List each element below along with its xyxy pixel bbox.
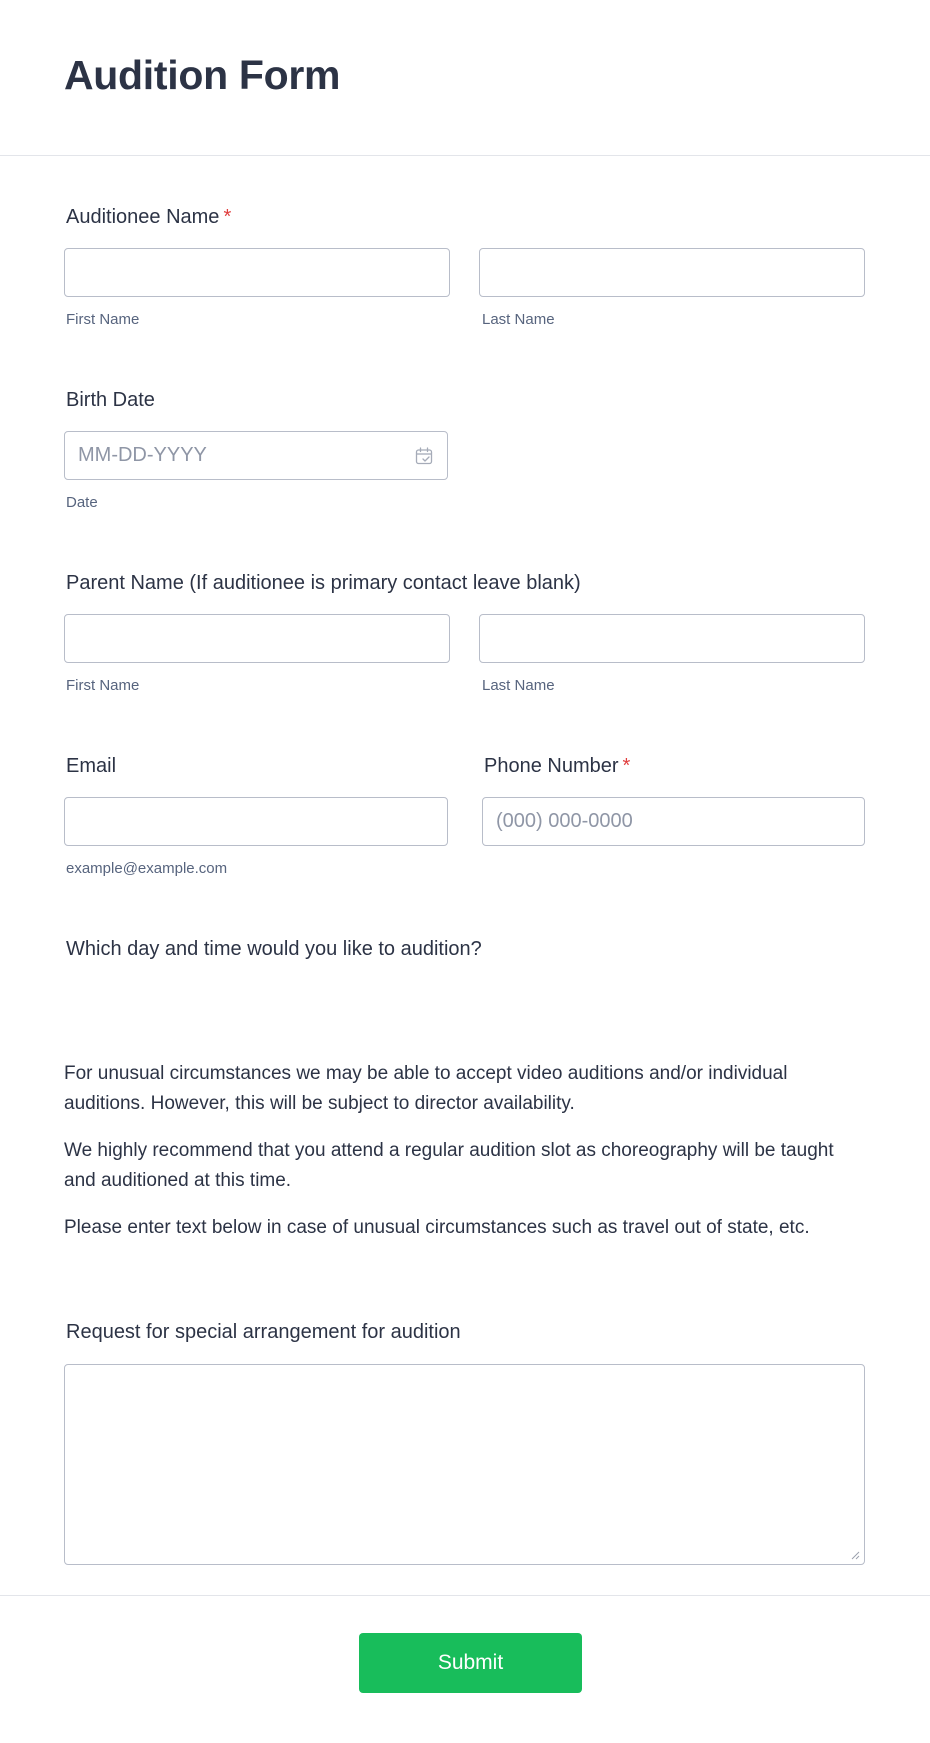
info-paragraph-1: For unusual circumstances we may be able to accept video auditions and/or individual auditions. However, this will be subject to director availability. [64,1063,788,1114]
special-request-label: Request for special arrangement for audition [66,1321,461,1343]
birth-date-sublabel: Date [66,494,98,511]
parent-last-name-sublabel: Last Name [482,677,555,694]
phone-number-input[interactable] [482,797,865,846]
special-request-textarea[interactable] [64,1364,865,1565]
parent-first-name-input[interactable] [64,614,450,663]
email-input[interactable] [64,797,448,846]
footer-divider [0,1595,930,1596]
auditionee-last-name-sublabel: Last Name [482,311,555,328]
parent-first-name-sublabel: First Name [66,677,140,694]
form-header [0,0,930,156]
page-title: Audition Form [64,52,341,98]
submit-button[interactable]: Submit [359,1633,582,1693]
birth-date-label: Birth Date [66,389,155,411]
auditionee-first-name-input[interactable] [64,248,450,297]
info-paragraph-3: Please enter text below in case of unusual circumstances such as travel out of state, etc. [64,1217,810,1238]
auditionee-last-name-input[interactable] [479,248,865,297]
email-sublabel: example@example.com [66,860,228,877]
birth-date-input[interactable] [64,431,448,480]
auditionee-name-label-text: Auditionee Name [66,206,220,228]
resize-grip-icon[interactable] [850,1550,860,1560]
auditionee-first-name-sublabel: First Name [66,311,140,328]
calendar-icon[interactable] [415,447,433,465]
info-paragraph-2: We highly recommend that you attend a regular audition slot as choreography will be taught and auditioned at this time. [64,1140,834,1191]
auditionee-name-label [66,206,231,229]
phone-number-label-text: Phone Number [484,755,619,777]
parent-last-name-input[interactable] [479,614,865,663]
phone-number-label [484,755,630,778]
required-mark: * [223,206,232,228]
audition-time-label: Which day and time would you like to audition? [66,938,482,960]
email-label: Email [66,755,117,777]
parent-name-label: Parent Name (If auditionee is primary contact leave blank) [66,572,581,594]
required-mark: * [622,755,631,777]
